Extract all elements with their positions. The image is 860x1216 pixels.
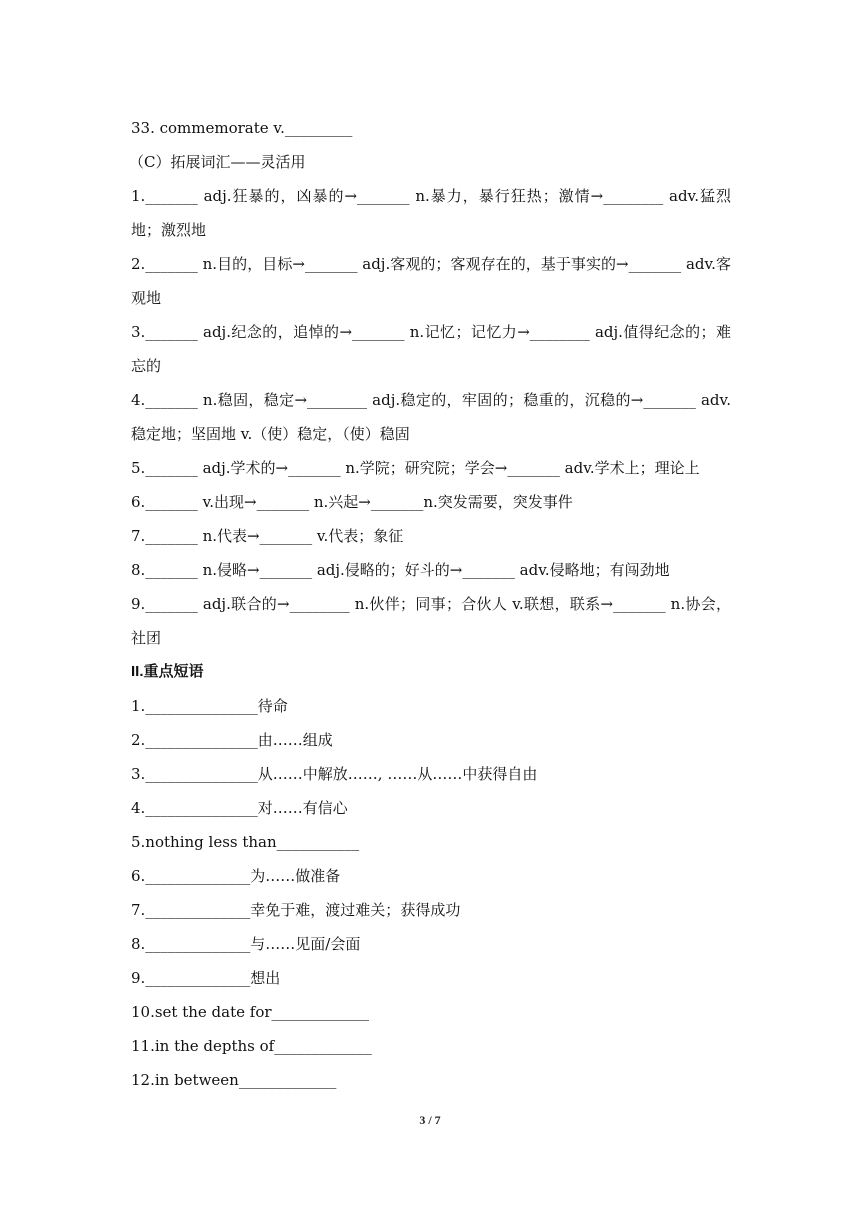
phrase-item-12: 12.in between_____________ bbox=[131, 1071, 337, 1089]
section-c-item-3: 3._______ adj.纪念的，追悼的→_______ n.记忆；记忆力→________ adj.值得纪念的；难忘的 bbox=[131, 323, 731, 375]
section-c-item-2: 2._______ n.目的，目标→_______ adj.客观的；客观存在的，基于事实的→_______ adv.客观地 bbox=[131, 255, 731, 307]
vocab-item-33: 33. commemorate v._________ bbox=[131, 119, 353, 137]
section-c-item-7: 7._______ n.代表→_______ v.代表；象征 bbox=[131, 527, 404, 545]
section-c-item-1: 1._______ adj.狂暴的，凶暴的→_______ n.暴力，暴行狂热；激情→________ adv.猛烈地；激烈地 bbox=[131, 187, 731, 239]
section-c-item-6: 6._______ v.出现→_______ n.兴起→_______n.突发需要，突发事件 bbox=[131, 493, 573, 511]
phrase-item-7: 7.______________幸免于难，渡过难关；获得成功 bbox=[131, 901, 461, 919]
phrase-item-6: 6.______________为……做准备 bbox=[131, 867, 341, 885]
section-c-heading: （C）拓展词汇——灵活用 bbox=[129, 153, 306, 171]
page-number: 3 / 7 bbox=[419, 1113, 441, 1127]
section-c-item-8: 8._______ n.侵略→_______ adj.侵略的；好斗的→_______ adv.侵略地；有闯劲地 bbox=[131, 561, 670, 579]
section-ii-heading: II.重点短语 bbox=[131, 663, 204, 680]
phrase-item-5: 5.nothing less than___________ bbox=[131, 833, 360, 851]
phrase-item-10: 10.set the date for_____________ bbox=[131, 1003, 370, 1021]
phrase-item-4: 4._______________对……有信心 bbox=[131, 799, 348, 817]
phrase-item-8: 8.______________与……见面/会面 bbox=[131, 935, 361, 953]
phrase-item-1: 1._______________待命 bbox=[131, 697, 288, 715]
section-c-item-9: 9._______ adj.联合的→________ n.伙伴；同事；合伙人 v.联想，联系→_______ n.协会，社团 bbox=[131, 595, 731, 647]
section-c-item-5: 5._______ adj.学术的→_______ n.学院；研究院；学会→_______ adv.学术上；理论上 bbox=[131, 459, 700, 477]
page-content bbox=[131, 111, 731, 1097]
phrase-item-2: 2._______________由……组成 bbox=[131, 731, 333, 749]
section-c-item-4: 4._______ n.稳固，稳定→________ adj.稳定的，牢固的；稳重的，沉稳的→_______ adv.稳定地；坚固地 v.（使）稳定，（使）稳固 bbox=[131, 391, 731, 443]
phrase-item-11: 11.in the depths of_____________ bbox=[131, 1037, 372, 1055]
phrase-item-3: 3._______________从……中解放……, ……从……中获得自由 bbox=[131, 765, 538, 783]
phrase-item-9: 9.______________想出 bbox=[131, 969, 281, 987]
